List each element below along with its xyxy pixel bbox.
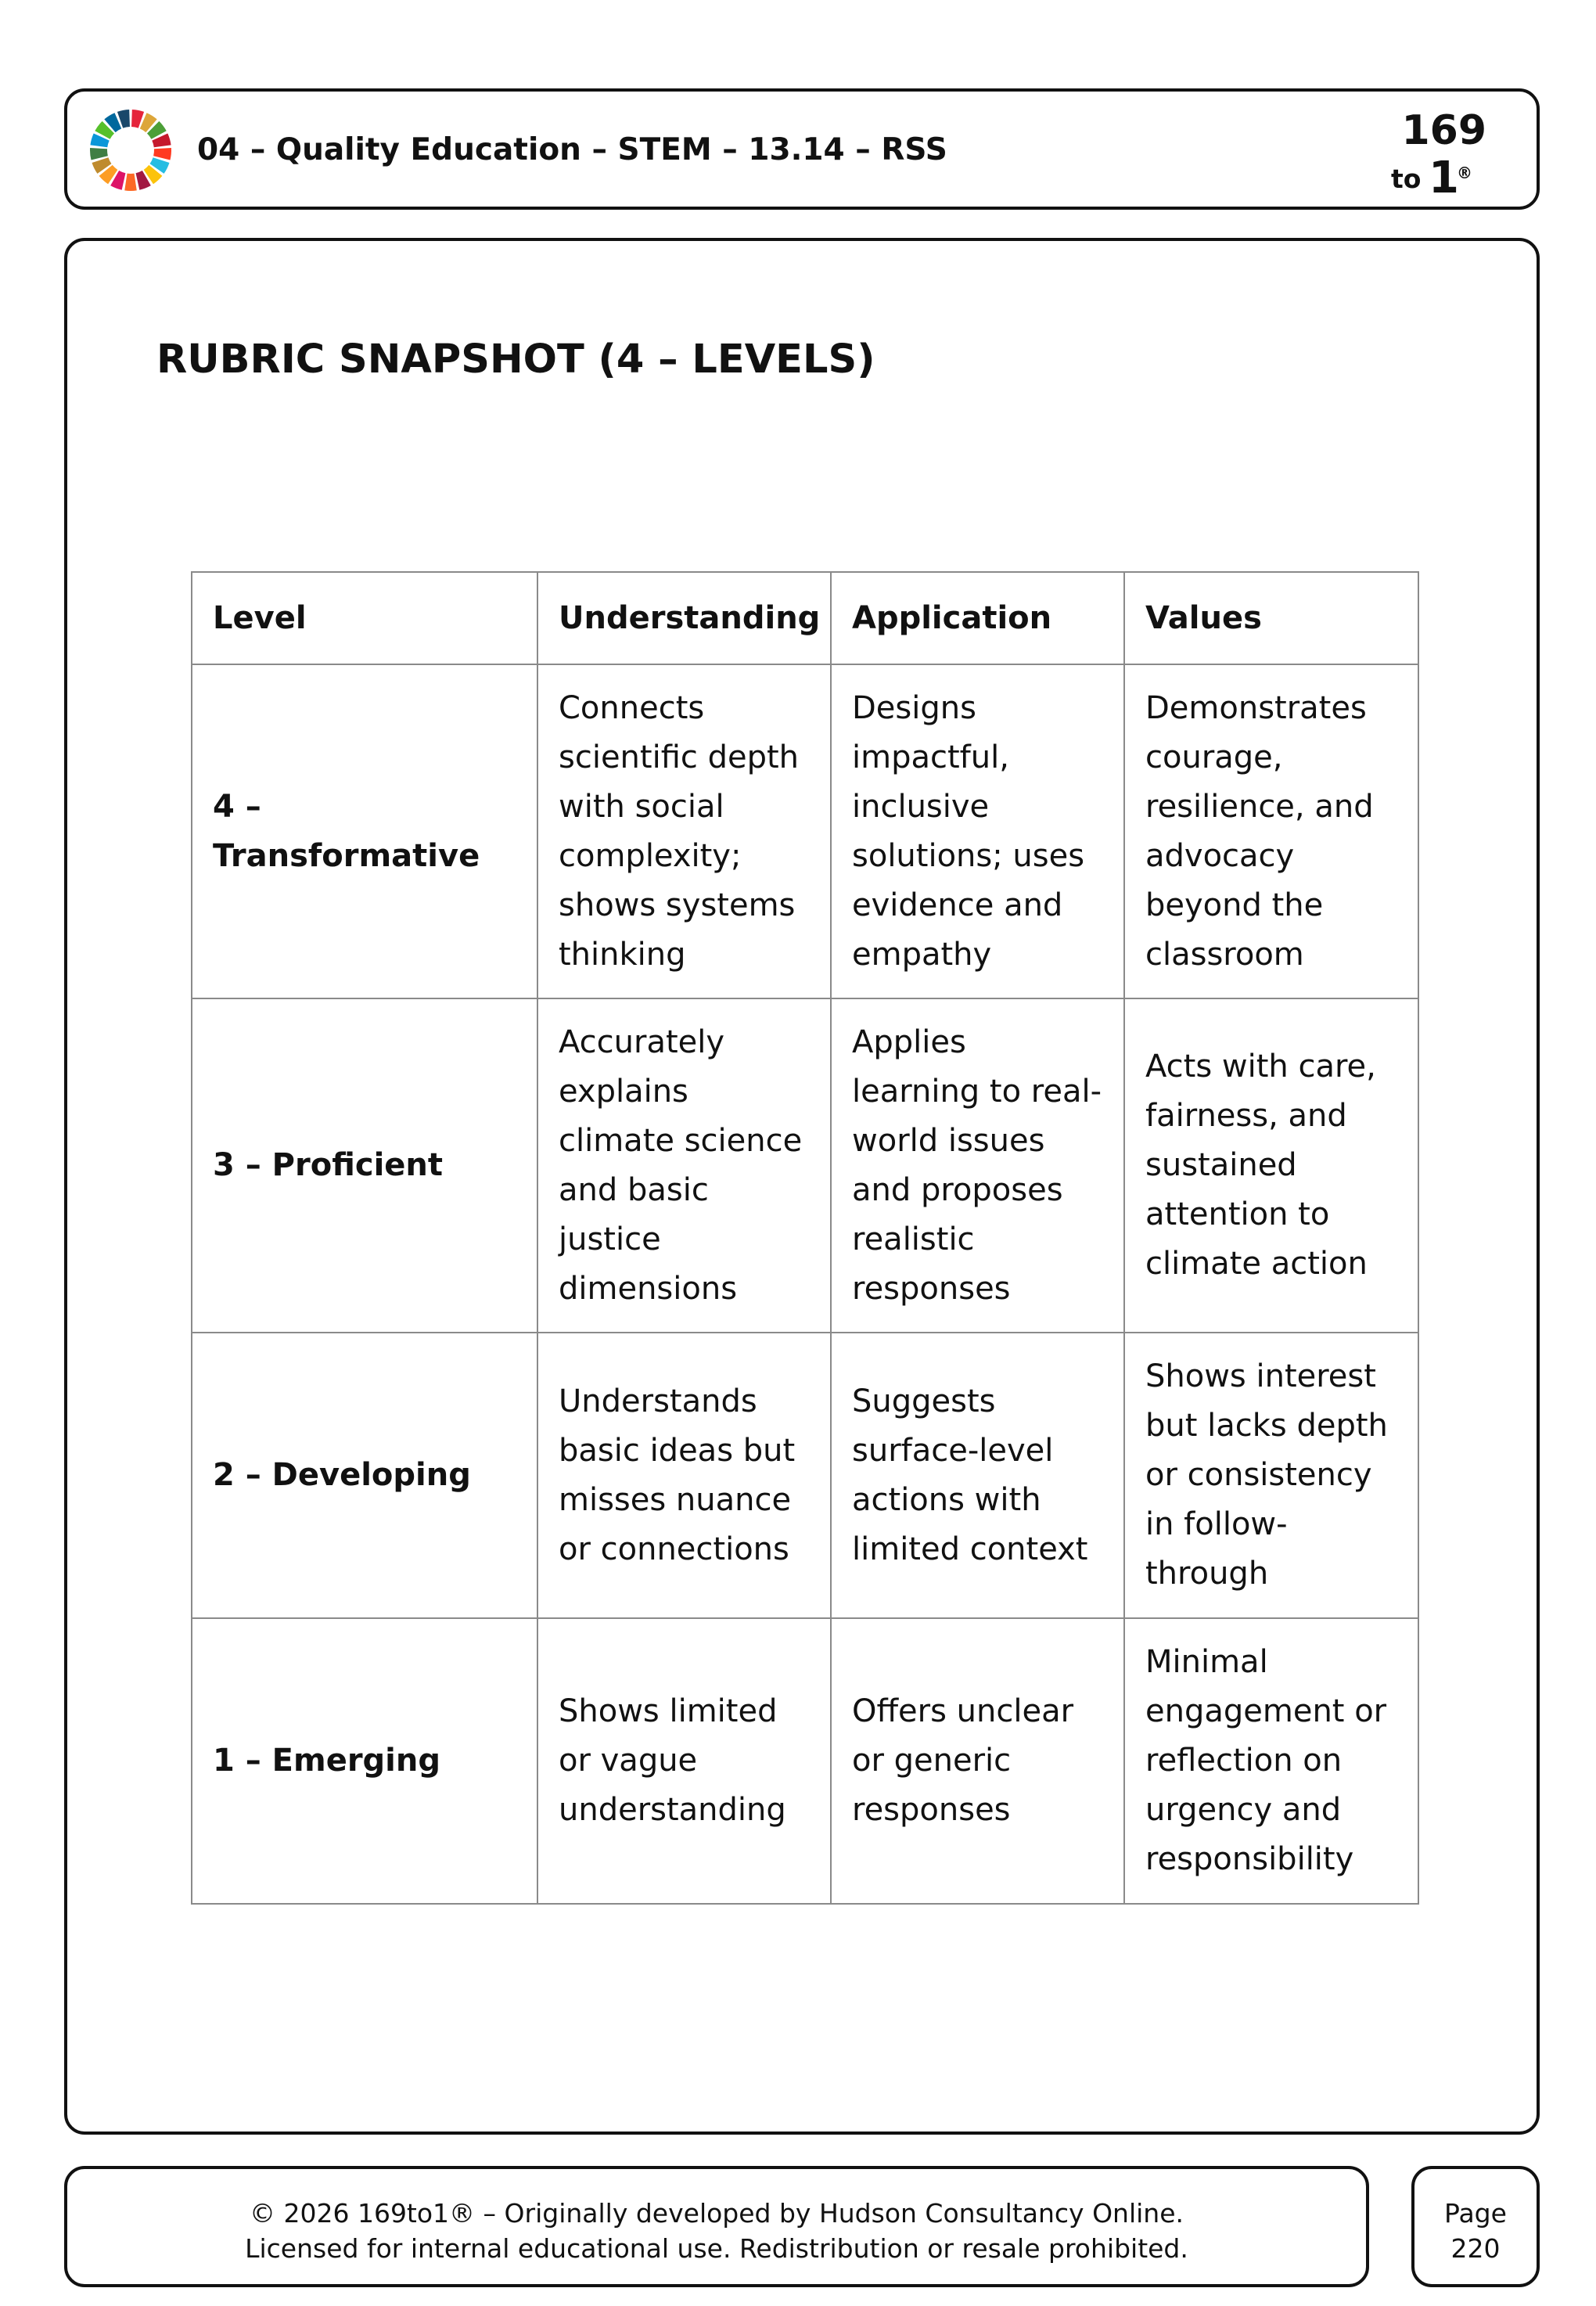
- sdg-wheel-segment: [90, 148, 108, 160]
- content-panel: [64, 238, 1540, 2135]
- table-row: [192, 1618, 1418, 1904]
- sdg-wheel-segment: [153, 148, 171, 160]
- brand-logo: [1391, 98, 1493, 207]
- level-cell: 4 – Transformative: [192, 664, 537, 998]
- understanding-cell: Accurately explains climate science and basic justice dimensions: [537, 998, 831, 1333]
- brand-registered-mark: ®: [1457, 164, 1472, 182]
- brand-to: to: [1391, 164, 1422, 194]
- footer-bar: [64, 2166, 1369, 2287]
- level-cell: 3 – Proficient: [192, 998, 537, 1333]
- copyright-line: © 2026 169to1® – Originally developed by Hudson Consultancy Online.: [249, 2198, 1184, 2229]
- understanding-cell: Understands basic ideas but misses nuance or connections: [537, 1333, 831, 1618]
- brand-one: 1: [1429, 153, 1459, 203]
- understanding-cell: Connects scientific depth with social complexity; shows systems thinking: [537, 664, 831, 998]
- page-number-box: [1411, 2166, 1540, 2287]
- brand-number: 169: [1401, 107, 1486, 154]
- values-cell: Acts with care, fairness, and sustained attention to climate action: [1124, 998, 1418, 1333]
- application-cell: Designs impactful, inclusive solutions; uses evidence and empathy: [831, 664, 1124, 998]
- application-cell: Applies learning to real-world issues and proposes realistic responses: [831, 998, 1124, 1333]
- page-label: Page: [1444, 2198, 1507, 2229]
- table-header-row: [192, 572, 1418, 664]
- rubric-table: [191, 571, 1419, 1905]
- page-number: 220: [1450, 2233, 1501, 2264]
- table-row: [192, 664, 1418, 998]
- application-cell: Suggests surface-level actions with limited context: [831, 1333, 1124, 1618]
- level-cell: 2 – Developing: [192, 1333, 537, 1618]
- table-row: [192, 1333, 1418, 1618]
- document-title: 04 – Quality Education – STEM – 13.14 – RSS: [197, 132, 947, 167]
- column-header-understanding: Understanding: [537, 572, 831, 664]
- license-line: Licensed for internal educational use. Redistribution or resale prohibited.: [245, 2233, 1188, 2264]
- values-cell: Shows interest but lacks depth or consistency in follow-through: [1124, 1333, 1418, 1618]
- column-header-level: Level: [192, 572, 537, 664]
- sdg-wheel-logo: [88, 107, 174, 193]
- level-cell: 1 – Emerging: [192, 1618, 537, 1904]
- page-title: RUBRIC SNAPSHOT (4 – LEVELS): [156, 336, 875, 383]
- application-cell: Offers unclear or generic responses: [831, 1618, 1124, 1904]
- column-header-values: Values: [1124, 572, 1418, 664]
- column-header-application: Application: [831, 572, 1124, 664]
- header-bar: [64, 88, 1540, 210]
- table-row: [192, 998, 1418, 1333]
- copyright-notice: [67, 2196, 1366, 2266]
- values-cell: Minimal engagement or reflection on urgency and responsibility: [1124, 1618, 1418, 1904]
- values-cell: Demonstrates courage, resilience, and advocacy beyond the classroom: [1124, 664, 1418, 998]
- understanding-cell: Shows limited or vague understanding: [537, 1618, 831, 1904]
- sdg-wheel-segment: [124, 174, 137, 191]
